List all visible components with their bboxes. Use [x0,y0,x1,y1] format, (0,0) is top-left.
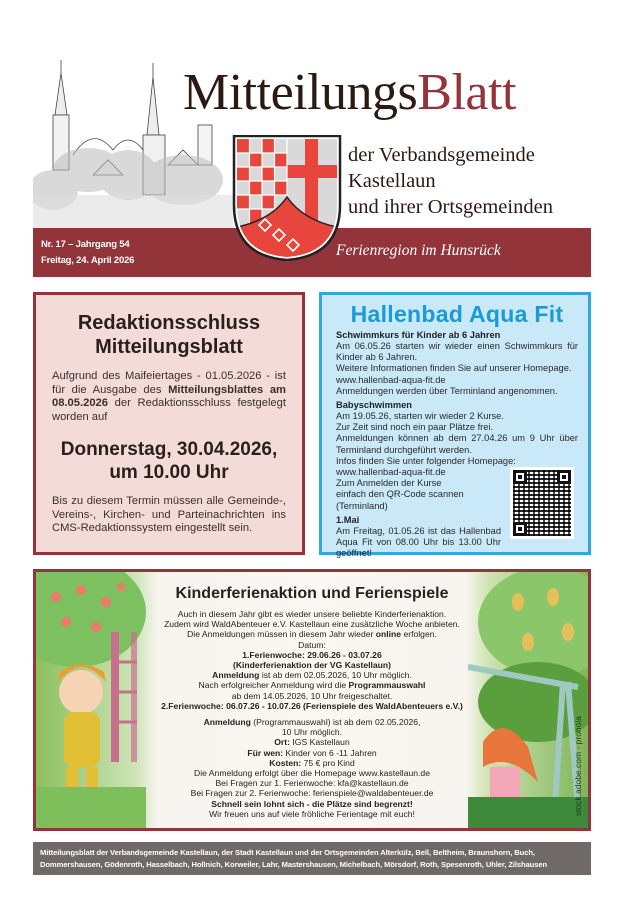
week2-dates: 2.Ferienwoche: 06.07.26 - 10.07.26 (Ferienspiele des WaldAbenteuers e.V.) [161,700,463,711]
coat-of-arms-icon [231,135,343,261]
qr-finder-icon [513,470,527,484]
text-line: Am 06.05.26 starten wir wieder einen Schwimmkurs für Kinder ab 6 Jahren. [336,341,578,363]
cost: Kosten: 75 € pro Kind [269,757,355,768]
audience: Für wen: Kinder von 6 -11 Jahren [247,747,377,758]
text-line: Die Anmeldungen müssen in diesem Jahr wieder online erfolgen. [187,629,437,640]
footer-line: Dommershausen, Gödenroth, Hasselbach, Hollnich, Korweiler, Lahr, Mastershausen, Michelbach, Mörsdorf, Roth, Spesenroth, Uhler, Zilshausen [40,860,548,869]
subtitle-line: und ihrer Ortsgemeinden [348,196,553,218]
issue-number: Nr. 17 – Jahrgang 54 [41,239,130,250]
contact-email-week2[interactable]: Bei Fragen zur 2. Ferienwoche: ferienspiele@waldabenteuer.de [190,788,434,799]
section-heading: Schwimmkurs für Kinder ab 6 Jahren [336,330,501,340]
text-line: Auch in diesem Jahr gibt es wieder unsere beliebte Kinderferienaktion. [177,609,447,619]
text-line: Zur Zeit sind noch ein paar Plätze frei. [336,422,494,433]
section-heading: 1.Mai [336,514,360,525]
issue-date: Freitag, 24. April 2026 [41,255,135,266]
section-heading: Babyschwimmen [336,400,412,411]
text-line: Anmeldungen können ab dem 27.04.26 um 9 Uhr über Terminland durchgeführt werden. [336,433,578,455]
text-line: (Terminland) [336,500,388,511]
qr-code[interactable] [510,467,574,539]
closing-line: Wir freuen uns auf viele fröhliche Ferientage mit euch! [209,808,415,819]
notice-title-line: Mitteilungsblatt [95,336,243,358]
notice-title-line: Redaktionsschluss [77,312,261,334]
issue-info [41,237,134,269]
text-line: Weitere Informationen finden Sie auf unserer Homepage. [336,363,572,374]
footer-municipalities [33,842,591,875]
text-line: Anmeldung (Programmauswahl) ist ab dem 02.05.2026, [203,717,421,728]
website-link[interactable]: www.hallenbad-aqua-fit.de [336,374,446,385]
publication-title: MitteilungsBlatt [183,64,516,121]
deadline-time: um 10.00 Uhr [109,462,229,483]
text-line: einfach den QR-Code scannen [336,489,464,500]
text-line: Anmeldungen werden über Terminland angenommen. [336,385,558,396]
notice-title [52,311,286,359]
ferienaktion-content [131,584,493,819]
text-line: Datum: [298,639,326,650]
contact-email-week1[interactable]: Bei Fragen zur 1. Ferienwoche: kfa@kastellaun.de [215,778,409,789]
hallenbad-title: Hallenbad Aqua Fit [350,301,564,327]
girl-on-swing-illustration [36,572,146,831]
footer-line: Mitteilungsblatt der Verbandsgemeinde Kastellaun, der Stadt Kastellaun und der Ortsgemeinden Alterkülz, Bell, Beltheim, Braunshorn, Buch, [40,848,535,857]
text-line: ab dem 14.05.2026, 10 Uhr freigeschaltet. [231,690,393,701]
masthead [33,55,591,280]
text-line: Am Freitag, 01.05.26 ist das Hallenbad Aqua Fit von 08.00 Uhr bis 13.00 Uhr geöffnet! [336,525,501,559]
ferienaktion-title: Kinderferienaktion und Ferienspiele [175,585,449,602]
notice-outro: Bis zu diesem Termin müssen alle Gemeinde-, Vereins-, Kirchen- und Parteinachrichten ins CMS-Redaktionssystem eingestellt sein. [52,495,286,534]
publication-subtitle [348,142,553,220]
notice-intro: Aufgrund des Maifeiertages - 01.05.2026 - ist für die Ausgabe des Mitteilungsblattes am 08.05.2026 der Redaktionsschluss festgelegt worden auf [52,370,286,423]
text-line: Am 19.05.26, starten wir wieder 2 Kurse. [336,411,504,422]
registration-link[interactable]: Die Anmeldung erfolgt über die Homepage www.kastellaun.de [194,768,430,779]
deadline-date: Donnerstag, 30.04.2026, [60,439,278,460]
tagline: Ferienregion im Hunsrück [336,242,501,259]
text-line: Nach erfolgreicher Anmeldung wird die Programmauswahl [198,680,426,691]
deadline [52,438,286,484]
subtitle-line: Kastellaun [348,170,436,192]
location: Ort: IGS Kastellaun [274,737,350,748]
week1-organizer: (Kinderferienaktion der VG Kastellaun) [232,660,392,671]
qr-finder-icon [513,522,527,536]
ferienaktion-banner [33,569,591,831]
qr-pattern [513,470,571,536]
week1-dates: 1.Ferienwoche: 29.06.26 - 03.07.26 [242,649,382,660]
hallenbad-ad [319,292,591,559]
text-line: Zum Anmelden der Kurse [336,478,442,489]
subtitle-line: der Verbandsgemeinde [348,144,535,166]
text-line: 10 Uhr möglich. [281,727,343,738]
qr-finder-icon [557,470,571,484]
text-line: Zudem wird WaldAbenteuer e.V. Kastellaun eine zusätzliche Woche anbieten. [164,619,460,630]
image-credit: stock.adobe.com - pronoia [573,715,583,816]
redaktionsschluss-notice [33,292,305,555]
text-line: Infos finden Sie unter folgender Homepage: [336,455,516,466]
urgency-note: Schnell sein lohnt sich - die Plätze sind begrenzt! [211,798,413,809]
website-link[interactable]: www.hallenbad-aqua-fit.de [336,467,446,478]
text-line: Anmeldung ist ab dem 02.05.2026, 10 Uhr möglich. [212,670,412,681]
